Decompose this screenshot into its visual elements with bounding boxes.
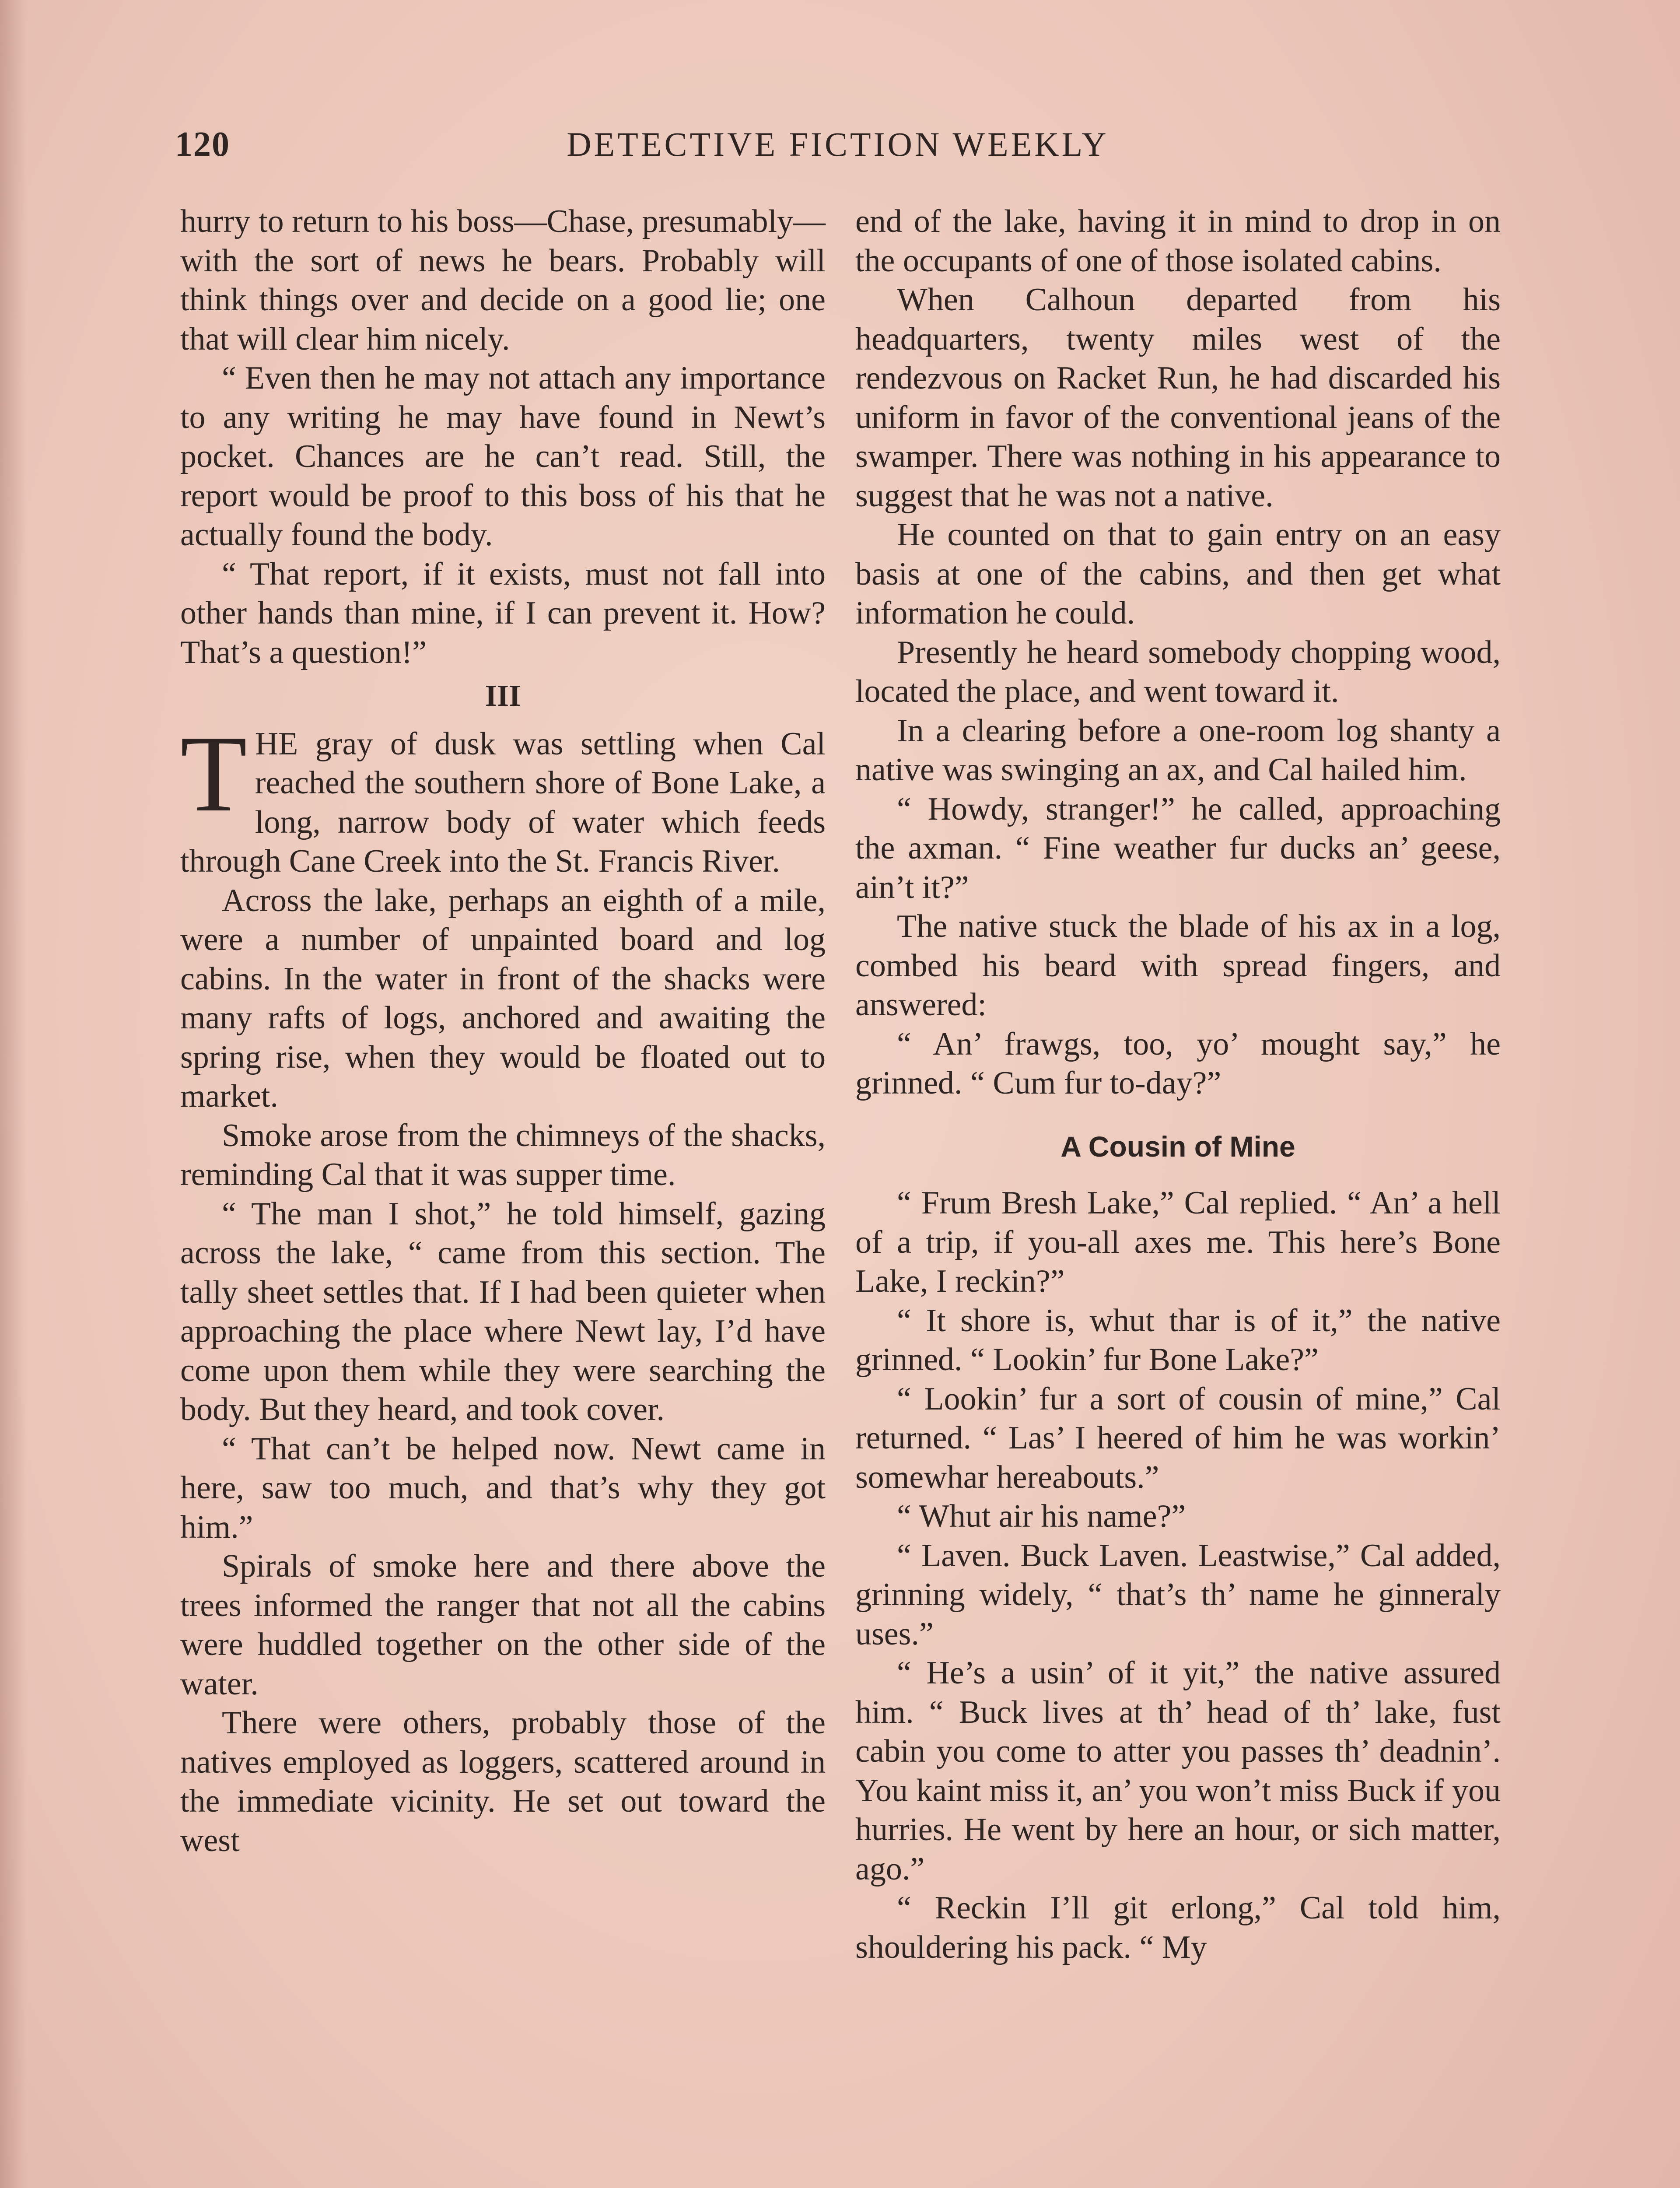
paragraph: Across the lake, perhaps an eighth of a mile, were a number of unpainted board and log cabins. In the water in front of the shacks were many rafts of logs, anchored and awaiting the spring rise, when they would be floated out to market. [180, 882, 826, 1114]
running-title: DETECTIVE FICTION WEEKLY [567, 125, 1109, 163]
paragraph: “ That report, if it exists, must not fall into other hands than mine, if I can prevent it. How? That’s a question!” [180, 556, 826, 670]
drop-cap: T [180, 713, 247, 835]
opening-paragraph [180, 713, 826, 881]
opening-paragraph-text: HE gray of dusk was settling when Cal reached the southern shore of Bone Lake, a long, narrow body of water which feeds through Cane Creek into the St. Francis River. [180, 726, 826, 879]
paragraph: The native stuck the blade of his ax in a log, combed his beard with spread fingers, and answered: [855, 908, 1501, 1023]
paragraph: In a clearing before a one-room log shanty a native was swinging an ax, and Cal hailed him. [855, 712, 1501, 788]
paragraph: hurry to return to his boss—Chase, presumably—with the sort of news he bears. Probably will think things over and decide on a good lie; one that will clear him nicely. [180, 203, 826, 357]
paragraph: “ He’s a usin’ of it yit,” the native assured him. “ Buck lives at th’ head of th’ lake, fust cabin you come to atter you passes th’ deadnin’. You kaint miss it, an’ you won’t miss Buck if you hurries. He went by here an hour, or sich matter, ago.” [855, 1655, 1501, 1887]
left-column [180, 202, 826, 1860]
paragraph: “ Howdy, stranger!” he called, approaching the axman. “ Fine weather fur ducks an’ geese, ain’t it?” [855, 791, 1501, 905]
paragraph: “ Laven. Buck Laven. Leastwise,” Cal added, grinning widely, “ that’s th’ name he ginneraly uses.” [855, 1537, 1501, 1652]
paragraph: “ An’ frawgs, too, yo’ mought say,” he grinned. “ Cum fur to-day?” [855, 1026, 1501, 1101]
paragraph: “ Reckin I’ll git erlong,” Cal told him, shouldering his pack. “ My [855, 1890, 1501, 1965]
paragraph: Spirals of smoke here and there above the trees informed the ranger that not all the cabins were huddled together on the other side of the water. [180, 1548, 826, 1702]
paragraph: Smoke arose from the chimneys of the shacks, reminding Cal that it was supper time. [180, 1117, 826, 1192]
paragraph: “ The man I shot,” he told himself, gazing across the lake, “ came from this section. The tally sheet settles that. If I had been quieter when approaching the place where Newt lay, I’d have come upon them while they were searching the body. But they heard, and took cover. [180, 1196, 826, 1427]
page-number: 120 [175, 125, 230, 164]
paragraph: “ Lookin’ fur a sort of cousin of mine,” Cal returned. “ Las’ I heered of him he was workin’ somewhar hereabouts.” [855, 1381, 1501, 1495]
paragraph: “ Even then he may not attach any importance to any writing he may have found in Newt’s pocket. Chances are he can’t read. Still, the report would be proof to this boss of his that he actually found the body. [180, 360, 826, 553]
paragraph: “ It shore is, whut thar is of it,” the native grinned. “ Lookin’ fur Bone Lake?” [855, 1302, 1501, 1378]
page-header [175, 125, 1501, 173]
chapter-heading: III [485, 679, 521, 713]
paragraph: Presently he heard somebody chopping wood, located the place, and went toward it. [855, 634, 1501, 709]
paragraph: “ Whut air his name?” [897, 1498, 1186, 1534]
section-subheading: A Cousin of Mine [1060, 1130, 1295, 1163]
paragraph: end of the lake, having it in mind to drop in on the occupants of one of those isolated cabins. [855, 203, 1501, 279]
paragraph: “ That can’t be helped now. Newt came in here, saw too much, and that’s why they got him.” [180, 1431, 826, 1545]
right-column [855, 202, 1501, 1967]
paragraph: “ Frum Bresh Lake,” Cal replied. “ An’ a hell of a trip, if you-all axes me. This here’s Bone Lake, I reckin?” [855, 1185, 1501, 1299]
page-edge-shadow [0, 0, 26, 2188]
paragraph: There were others, probably those of the natives employed as loggers, scattered around in the immediate vicinity. He set out toward the west [180, 1705, 826, 1858]
paragraph: He counted on that to gain entry on an easy basis at one of the cabins, and then get what information he could. [855, 517, 1501, 631]
paragraph: When Calhoun departed from his headquarters, twenty miles west of the rendezvous on Racket Run, he had discarded his uniform in favor of the conventional jeans of the swamper. There was nothing in his appearance to suggest that he was not a native. [855, 282, 1501, 514]
